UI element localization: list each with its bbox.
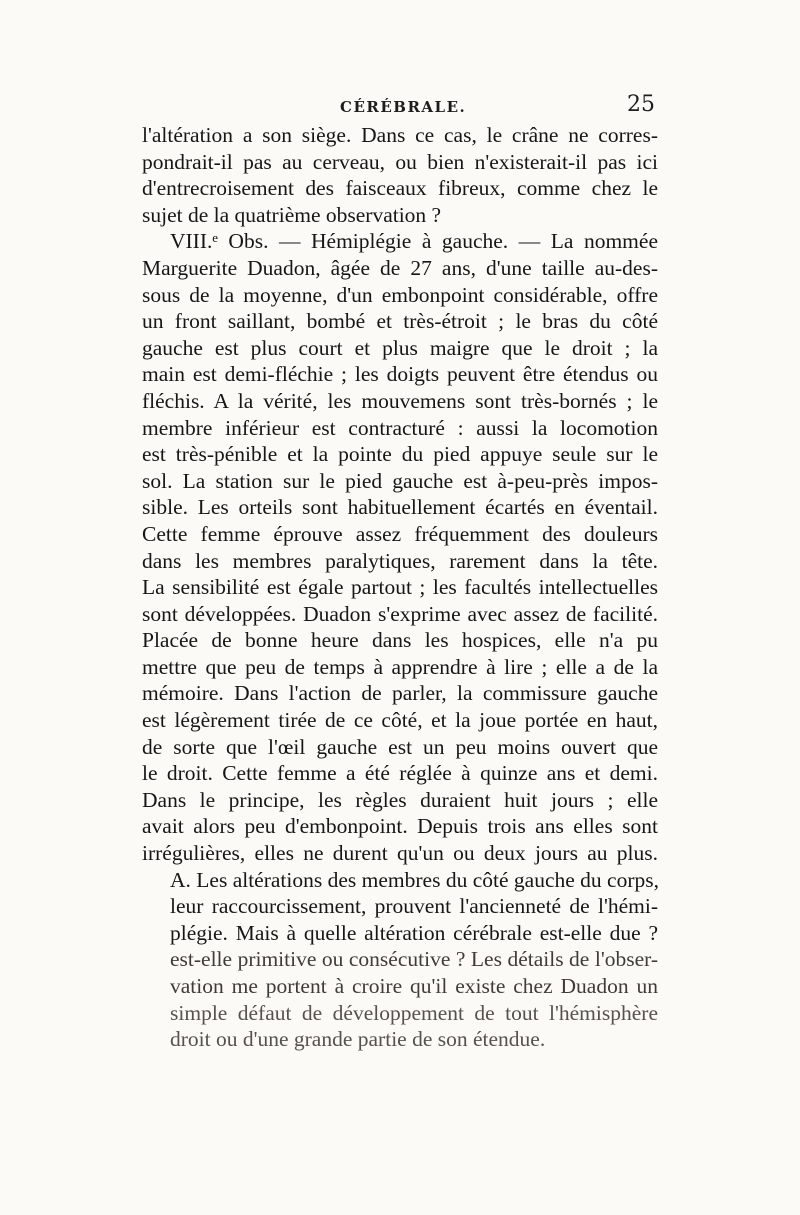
text-line: mémoire. Dans l'action de parler, la commissure gauche: [142, 681, 658, 706]
observation-heading-line: VIII.ᵉ Obs. — Hémiplégie à gauche. — La nommée: [170, 229, 658, 254]
text-line: Marguerite Duadon, âgée de 27 ans, d'une taille au-des-: [142, 255, 658, 280]
text-line: l'altération a son siège. Dans ce cas, le crâne ne corres-: [142, 123, 658, 147]
text-line: dans les membres paralytiques, rarement dans la tête.: [142, 548, 658, 573]
text-line: est très-pénible et la pointe du pied appuye seule sur le: [142, 442, 658, 467]
text-line: est-elle primitive ou consécutive ? Les détails de l'obser-: [170, 947, 658, 972]
text-line: leur raccourcissement, prouvent l'ancienneté de l'hémi-: [170, 894, 658, 919]
text-line: fléchis. A la vérité, les mouvemens sont très-bornés ; le: [142, 388, 658, 413]
text-line: avait alors peu d'embonpoint. Depuis trois ans elles sont: [142, 814, 658, 839]
running-head: CÉRÉBRALE.: [340, 98, 467, 116]
text-line: Cette femme éprouve assez fréquemment des douleurs: [142, 521, 658, 546]
text-line: est légèrement tirée de ce côté, et la joue portée en haut,: [142, 708, 658, 733]
text-line: le droit. Cette femme a été réglée à quinze ans et demi.: [142, 761, 658, 786]
page-header: [142, 92, 655, 124]
text-line: droit ou d'une grande partie de son étendue.: [170, 1027, 546, 1052]
body-text: [142, 122, 658, 1053]
text-line: plégie. Mais à quelle altération cérébrale est-elle due ?: [170, 920, 658, 945]
text-line: main est demi-fléchie ; les doigts peuvent être étendus ou: [142, 362, 658, 387]
text-line: La sensibilité est égale partout ; les facultés intellectuelles: [142, 575, 658, 600]
text-line: de sorte que l'œil gauche est un peu moins ouvert que: [142, 734, 658, 759]
text-line: membre inférieur est contracturé : aussi la locomotion: [142, 415, 658, 440]
text-line: sujet de la quatrième observation ?: [142, 202, 442, 227]
text-line: un front saillant, bombé et très-étroit ; le bras du côté: [142, 309, 658, 334]
text-line: Dans le principe, les règles duraient huit jours ; elle: [142, 787, 658, 812]
text-line: sont développées. Duadon s'exprime avec assez de facilité.: [142, 601, 658, 626]
text-line: irrégulières, elles ne durent qu'un ou deux jours au plus.: [142, 841, 658, 866]
text-line: Placée de bonne heure dans les hospices, elle n'a pu: [142, 628, 658, 653]
text-line: pondrait-il pas au cerveau, ou bien n'existerait-il pas ici: [142, 149, 658, 174]
text-line: sible. Les orteils sont habituellement écartés en éventail.: [142, 495, 658, 520]
text-line: sol. La station sur le pied gauche est à-peu-près impos-: [142, 468, 658, 493]
text-line: gauche est plus court et plus maigre que le droit ; la: [142, 335, 658, 360]
text-line: simple défaut de développement de tout l'hémisphère: [170, 1000, 658, 1025]
note-paragraph-line: A. Les altérations des membres du côté gauche du corps,: [170, 867, 659, 892]
text-line: vation me portent à croire qu'il existe chez Duadon un: [170, 974, 658, 998]
text-line: mettre que peu de temps à apprendre à lire ; elle a de la: [142, 654, 658, 679]
page-number: 25: [627, 92, 655, 117]
text-line: sous de la moyenne, d'un embonpoint considérable, offre: [142, 282, 658, 307]
text-line: d'entrecroisement des faisceaux fibreux, comme chez le: [142, 176, 658, 201]
